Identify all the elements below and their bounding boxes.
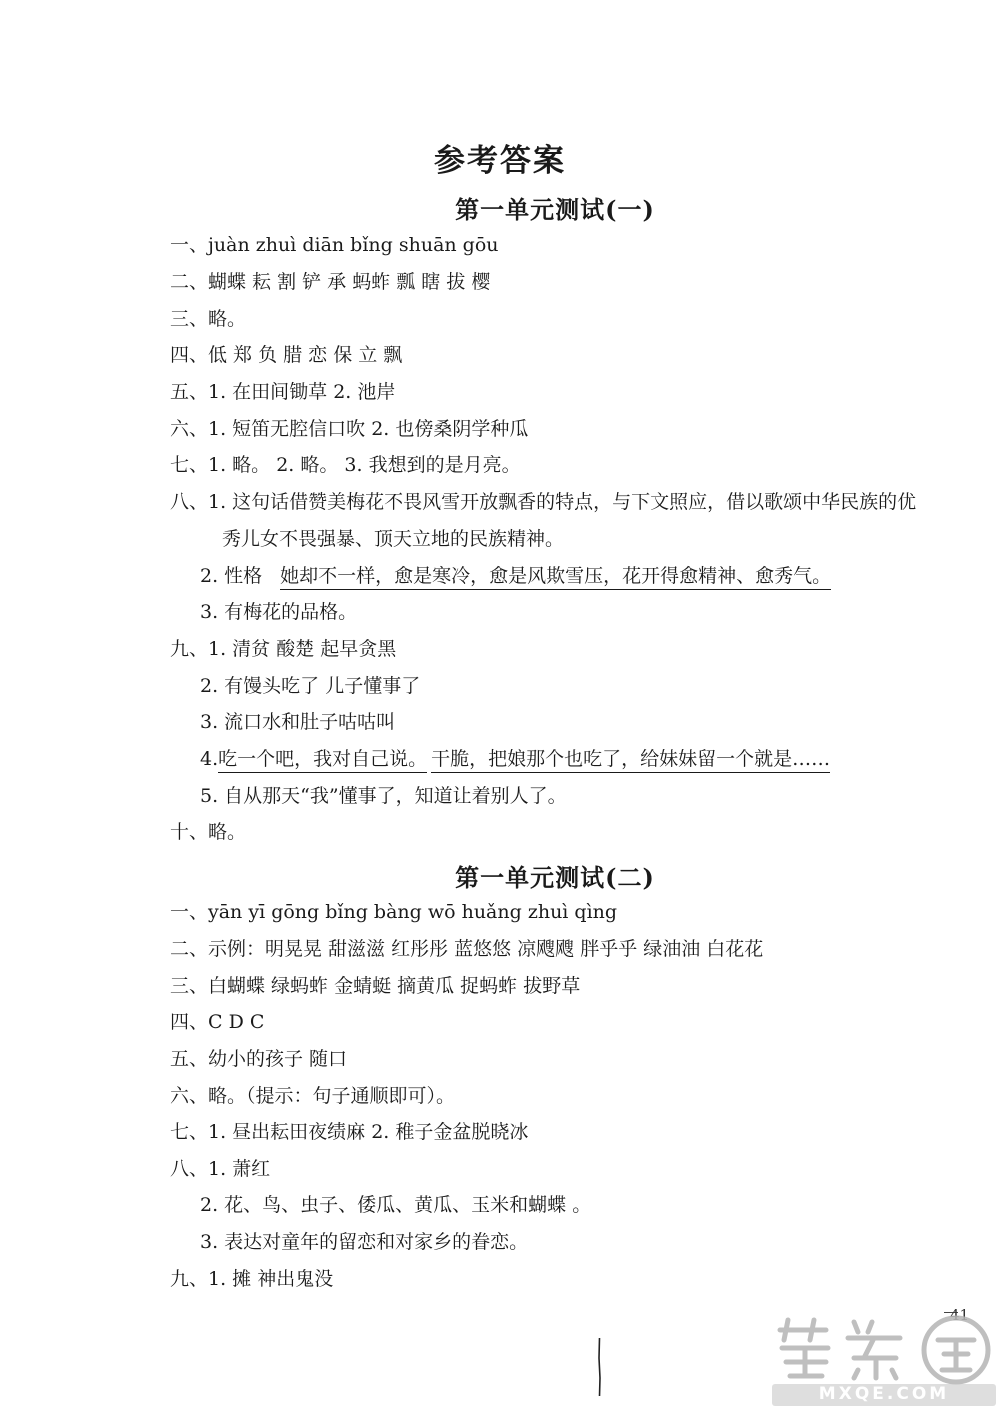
section-title-unit1-test2: 第一单元测试(二)	[455, 863, 655, 892]
answer-line: 秀儿女不畏强暴、顶天立地的民族精神。	[222, 528, 565, 550]
answer-label: 4.	[200, 748, 219, 770]
underlined-quote: 她却不一样，愈是寒冷，愈是风欺雪压，花开得愈精神、愈秀气。	[280, 565, 831, 590]
page-title: 参考答案	[434, 143, 566, 179]
answer-line: 五、幼小的孩子 随口	[170, 1048, 348, 1070]
underlined-quote: 吃一个吧，我对自己说。	[218, 748, 427, 773]
answer-line: 3. 表达对童年的留恋和对家乡的眷恋。	[200, 1231, 529, 1253]
section-title-unit1-test1: 第一单元测试(一)	[455, 195, 655, 224]
answer-line: 八、1. 萧红	[170, 1158, 271, 1180]
answer-line: 二、蝴蝶 耘 割 铲 承 蚂蚱 瓢 瞎 拔 樱	[170, 271, 491, 293]
answer-line: 3. 有梅花的品格。	[200, 601, 358, 623]
answer-line: 六、1. 短笛无腔信口吹 2. 也傍桑阴学种瓜	[170, 418, 529, 440]
answer-line: 十、略。	[170, 821, 247, 843]
answer-line: 九、1. 清贫 酸楚 起早贪黑	[170, 638, 397, 660]
answer-line-underlined	[200, 563, 831, 589]
answer-line: 2. 花、鸟、虫子、倭瓜、黄瓜、玉米和蝴蝶 。	[200, 1194, 592, 1216]
pen-stroke-mark	[598, 1338, 601, 1396]
answer-line: 三、白蝴蝶 绿蚂蚱 金蜻蜓 摘黄瓜 捉蚂蚱 拔野草	[170, 975, 581, 997]
answer-line: 三、略。	[170, 308, 247, 330]
answer-line: 九、1. 摊 神出鬼没	[170, 1268, 334, 1290]
answer-line: 七、1. 略。 2. 略。 3. 我想到的是月亮。	[170, 454, 521, 476]
answer-line: 2. 有馒头吃了 儿子懂事了	[200, 675, 421, 697]
answer-line: 5. 自从那天“我”懂事了，知道让着别人了。	[200, 785, 567, 807]
watermark-url: MXQE.COM	[818, 1384, 950, 1404]
answer-line: 六、略。（提示：句子通顺即可）。	[170, 1085, 456, 1107]
answer-line: 八、1. 这句话借赞美梅花不畏风雪开放飘香的特点，与下文照应，借以歌颂中华民族的优	[170, 491, 917, 513]
answer-line: 四、C D C	[170, 1011, 265, 1033]
answer-line: 二、示例：明晃晃 甜滋滋 红彤彤 蓝悠悠 凉飕飕 胖乎乎 绿油油 白花花	[170, 938, 764, 960]
answer-line: 一、yān yī gōng bǐng bàng wō huǎng zhuì qìng	[170, 901, 618, 923]
answer-line: 四、低 郑 负 腊 恋 保 立 飘	[170, 344, 403, 366]
page-number: 41	[950, 1306, 970, 1324]
answer-line: 3. 流口水和肚子咕咕叫	[200, 711, 396, 733]
answer-label: 2. 性格	[200, 565, 263, 587]
answer-line: 一、juàn zhuì diān bǐng shuān gōu	[170, 234, 499, 256]
answer-line-underlined	[200, 746, 830, 772]
answer-line: 七、1. 昼出耘田夜绩麻 2. 稚子金盆脱晓冰	[170, 1121, 529, 1143]
answer-line: 五、1. 在田间锄草 2. 池岸	[170, 381, 396, 403]
underlined-quote: 干脆，把娘那个也吃了，给妹妹留一个就是……	[431, 748, 830, 773]
